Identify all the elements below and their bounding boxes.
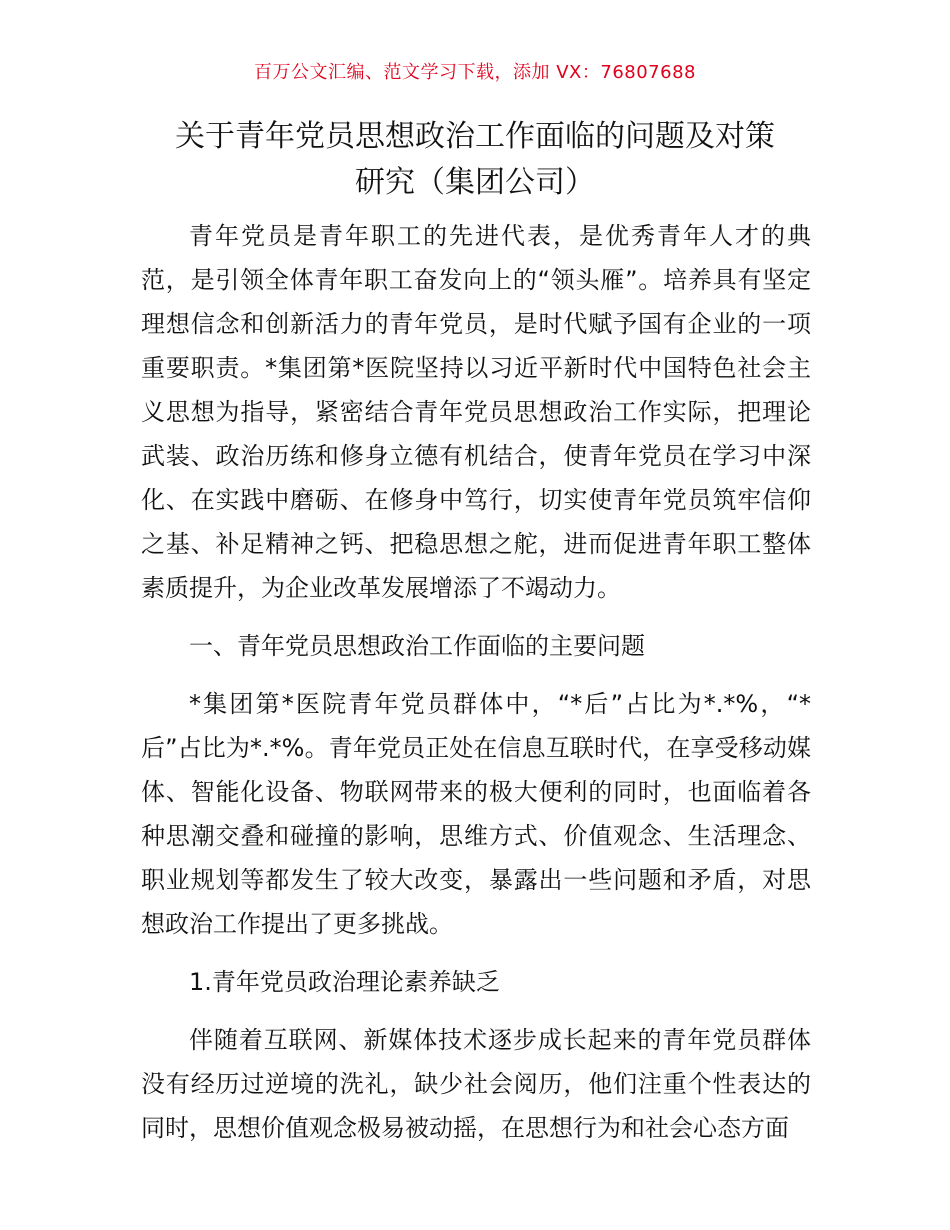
section-heading-1: 一、青年党员思想政治工作面临的主要问题 (189, 632, 645, 660)
subsection-heading-1: 1.青年党员政治理论素养缺乏 (189, 968, 500, 996)
watermark-header: 百万公文汇编、范文学习下载，添加 VX：76807688 (254, 62, 696, 83)
intro-paragraph: 青年党员是青年职工的先进代表，是优秀青年人才的典范，是引领全体青年职工奋发向上的“领头雁”。培养具有坚定理想信念和创新活力的青年党员，是时代赋予国有企业的一项重要职责。*集团第*医院坚持以习近平新时代中国特色社会主义思想为指导，紧密结合青年党员思想政治工作实际，把理论武装、政治历练和修身立德有机结合，使青年党员在学习中深化、在实践中磨砺、在修身中笃行，切实使青年党员筑牢信仰之基、补足精神之钙、把稳思想之舵，进而促进青年职工整体素质提升，为企业改革发展增添了不竭动力。 (141, 222, 811, 602)
document-title (140, 114, 810, 206)
title-line-2: 研究（集团公司） (355, 165, 595, 200)
document-body (141, 214, 811, 1164)
section-1-paragraph: *集团第*医院青年党员群体中，“*后”占比为*.*%，“*后”占比为*.*%。青年党员正处在信息互联时代，在享受移动媒体、智能化设备、物联网带来的极大便利的同时，也面临着各种思潮交叠和碰撞的影响，思维方式、价值观念、生活理念、职业规划等都发生了较大改变，暴露出一些问题和矛盾，对思想政治工作提出了更多挑战。 (141, 690, 811, 938)
title-line-1: 关于青年党员思想政治工作面临的问题及对策 (175, 119, 775, 154)
subsection-1-paragraph: 伴随着互联网、新媒体技术逐步成长起来的青年党员群体没有经历过逆境的洗礼，缺少社会阅历，他们注重个性表达的同时，思想价值观念极易被动摇，在思想行为和社会心态方面 (141, 1026, 811, 1142)
